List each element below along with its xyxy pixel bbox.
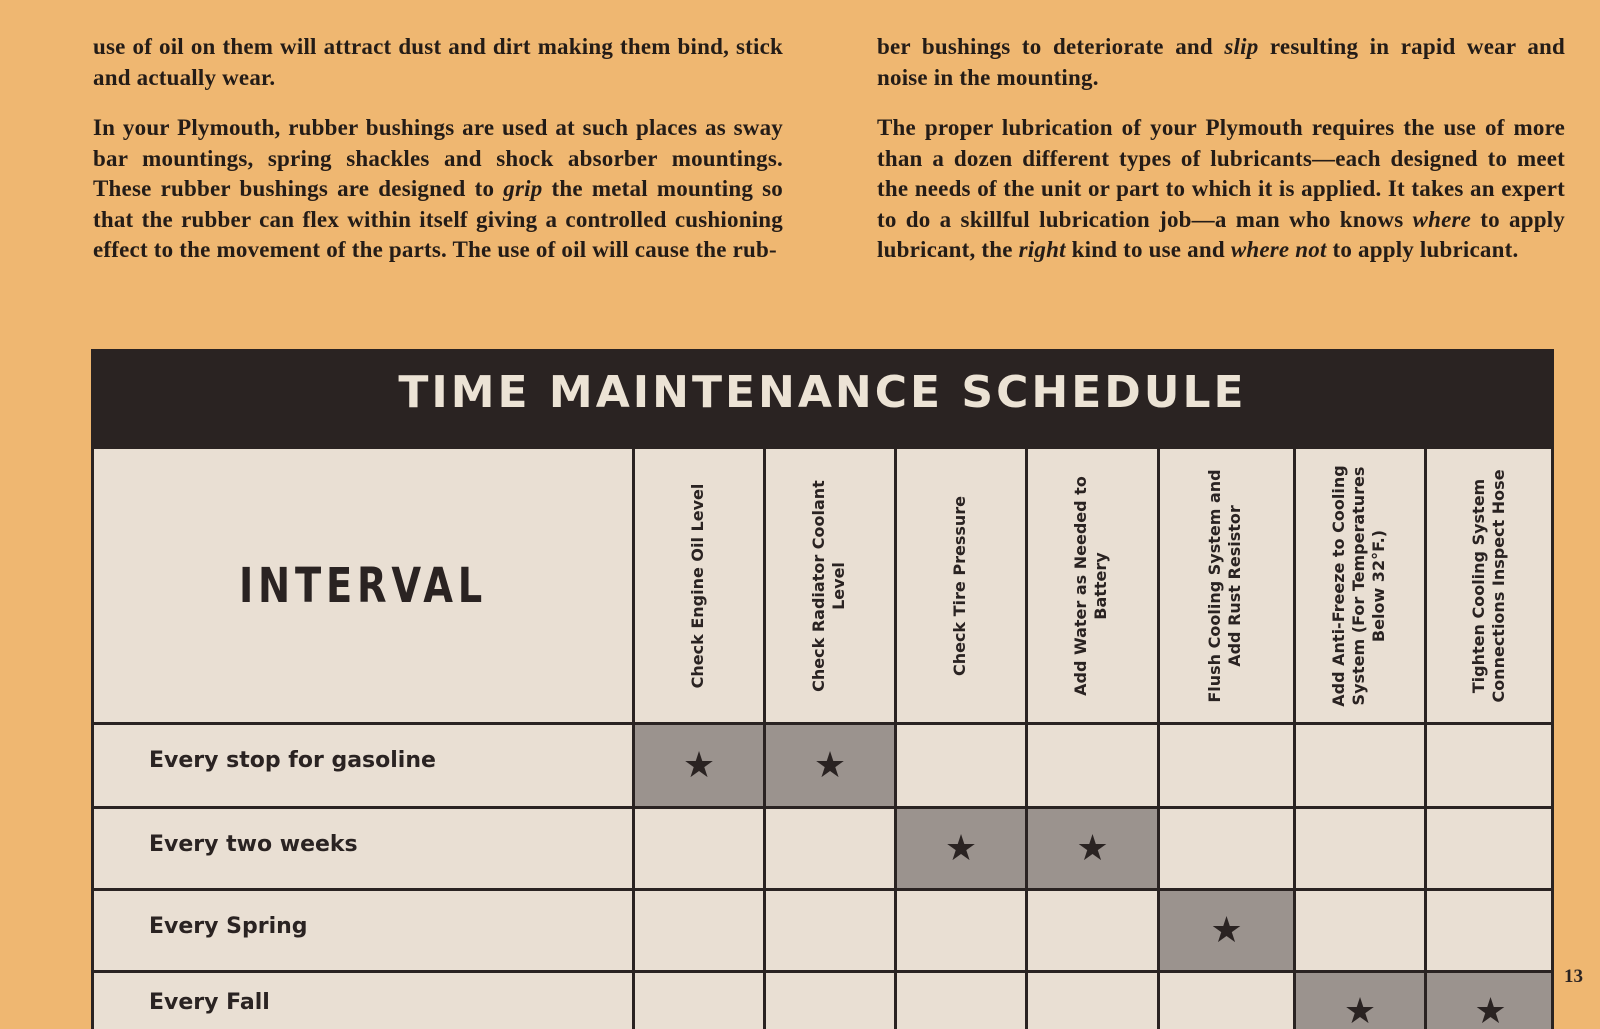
page-number: 13 [1564,966,1583,987]
column-header-label: Check Engine Oil Level [687,483,707,688]
star-icon: ★ [1474,990,1507,1029]
star-icon: ★ [1343,990,1377,1029]
row-divider [94,806,1551,809]
column-header [763,449,894,722]
column-header-label: Flush Cooling System and Add Rust Resistor [1205,468,1244,703]
paragraph-4: The proper lubrication of your Plymouth requires the use of more than a dozen different types of lubricants—each designed to meet the needs of the unit or part to which it is applied. It takes an expert to do a skillful lubrication job—a man who knows where to apply lubricant, the right kind to use and where not to apply lubricant. [877,115,1566,262]
column-header-label: Add Water as Needed to Battery [1071,475,1110,696]
emphasis-right: right [1018,237,1066,262]
emphasis-grip: grip [503,176,543,201]
emphasis-slip: slip [1224,34,1259,59]
column-header-label: Check Tire Pressure [949,495,969,676]
paragraph-2: In your Plymouth, rubber bushings are used at such places as sway bar mountings, spring shackles and shock absorber mountings. These rubber bushings are designed to grip the metal mounting so that the rubber can flex within itself giving a controlled cushioning effect to the movement of the parts. The use of oil will cause the rub- [93,115,784,262]
right-text-column [877,32,1565,286]
column-header [1157,449,1293,722]
row-divider [94,888,1551,891]
emphasis-where: where [1412,206,1472,232]
interval-row-label: Every stop for gasoline [149,748,436,773]
column-header-label: Tighten Cooling System Connections Inspect Hose [1469,468,1508,703]
interval-header: INTERVAL [238,557,488,614]
column-header [1293,449,1424,722]
left-text-column [93,32,783,286]
interval-row-label: Every Fall [149,990,270,1015]
maintenance-schedule-table [91,349,1554,1029]
paragraph-1: use of oil on them will attract dust and dirt making them bind, stick and actually wear. [93,34,783,90]
star-icon: ★ [813,745,847,786]
column-header [894,449,1025,722]
star-icon: ★ [1210,910,1243,951]
column-header [1424,449,1554,722]
schedule-title: TIME MAINTENANCE SCHEDULE [398,367,1247,418]
row-divider [94,970,1551,973]
column-header-label: Add Anti-Freeze to Cooling System (For Temperatures Below 32°F.) [1328,464,1388,707]
star-icon: ★ [1076,828,1109,869]
column-header [632,449,763,722]
column-header [1025,449,1157,722]
interval-row-label: Every Spring [149,914,308,939]
paragraph-3: ber bushings to deteriorate and slip resulting in rapid wear and noise in the mounting. [877,34,1566,90]
column-header-label: Check Radiator Coolant Level [808,479,848,692]
star-icon: ★ [682,745,716,786]
row-divider [94,722,1551,725]
interval-row-label: Every two weeks [149,832,358,857]
star-icon: ★ [944,828,978,869]
emphasis-where-not: where not [1230,237,1327,262]
schedule-title-bar [94,349,1551,449]
